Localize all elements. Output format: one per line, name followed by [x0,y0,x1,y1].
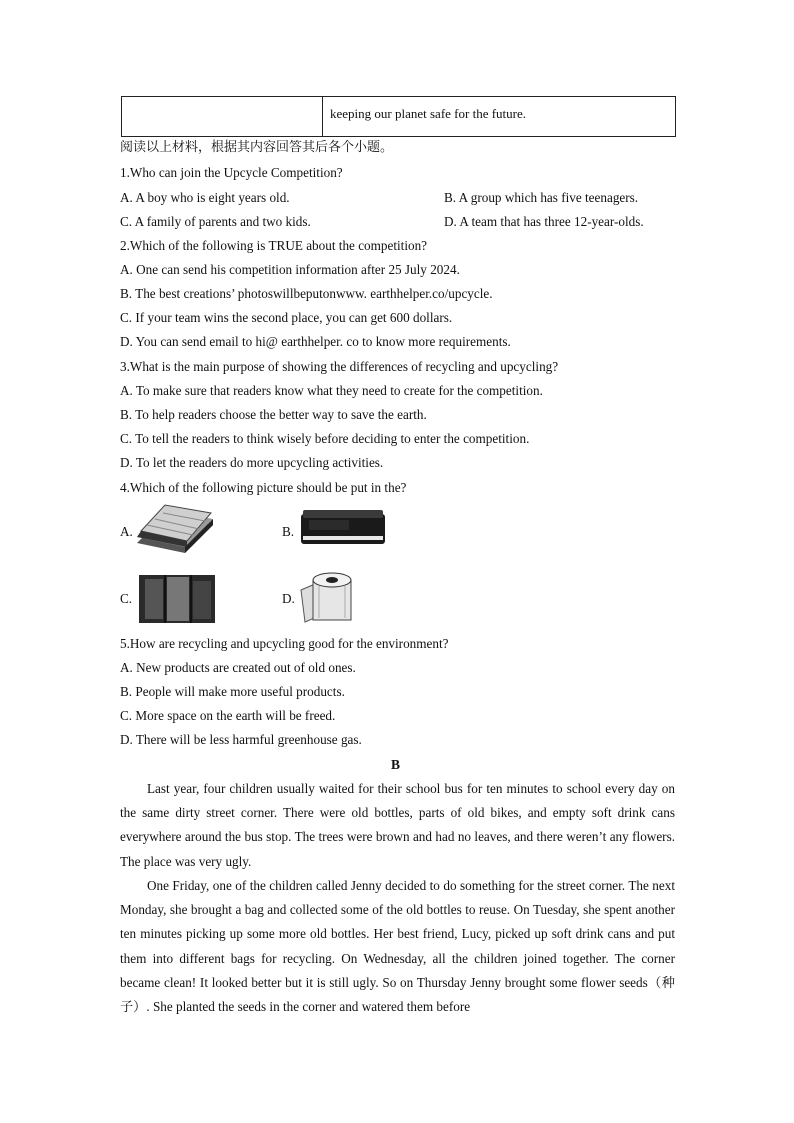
question-5-option-c: C. More space on the earth will be freed. [120,708,336,723]
question-2-option-c: C. If your team wins the second place, you can get 600 dollars. [120,310,453,325]
question-3-stem: 3.What is the main purpose of showing the differences of recycling and upcycling? [120,359,559,374]
stacked-books-picture [133,503,215,564]
question-2-stem: 2.Which of the following is TRUE about the competition? [120,238,428,253]
question-3-option-b: B. To help readers choose the better way to save the earth. [120,407,427,422]
question-5-option-b: B. People will make more useful products. [120,684,345,699]
toilet-paper-roll-picture [297,570,355,631]
question-5-stem: 5.How are recycling and upcycling good for the environment? [120,636,449,651]
question-3-option-c: C. To tell the readers to think wisely before deciding to enter the competition. [120,431,530,446]
question-2-option-d: D. You can send email to hi@ earthhelper. co to know more requirements. [120,334,511,349]
question-5-option-a: A. New products are created out of old ones. [120,660,356,675]
section-b-paragraph-1: Last year, four children usually waited for their school bus for ten minutes to school every day on the same dirty street corner. There were old bottles, parts of old bikes, and empty soft drink cans everywhere around the bus stop. The trees were brown and had no leaves, and there weren’t any flowers. The place was very ugly. [120,781,675,869]
section-b-heading: B [391,757,401,772]
question-4-stem: 4.Which of the following picture should be put in the? [120,480,407,495]
question-2-option-a: A. One can send his competition information after 25 July 2024. [120,262,460,277]
question-1-option-d: D. A team that has three 12-year-olds. [444,214,644,229]
table-cell-left [122,97,323,136]
instruction-text: 阅读以上材料，根据其内容回答其后各个小题。 [120,140,394,155]
question-4-option-a: A. [120,524,133,539]
closed-book-picture [297,506,389,555]
section-b-paragraph-2: One Friday, one of the children called Jenny decided to do something for the street corner. The next Monday, she brought a bag and collected some of the old bottles to reuse. On Tuesday, she spent another ten minutes picking up some more old bottles. Her best friend, Lucy, picked up soft drink cans and put them into different bags for recycling. On Wednesday, all the children joined together. The corner became clean! It looked better but it is still ugly. So on Thursday Jenny brought some flower seeds（种子）. She planted the seeds in the corner and watered them before [120,878,675,1015]
question-4-option-b: B. [282,524,295,539]
flattened-box-picture [135,573,219,630]
question-3-option-a: A. To make sure that readers know what they need to create for the competition. [120,383,543,398]
question-3-option-d: D. To let the readers do more upcycling activities. [120,455,384,470]
table-cell-right: keeping our planet safe for the future. [330,106,527,121]
question-4-option-c: C. [120,591,133,606]
question-1-option-a: A. A boy who is eight years old. [120,190,290,205]
info-table-row [121,96,676,137]
question-5-option-d: D. There will be less harmful greenhouse gas. [120,732,362,747]
question-1-option-c: C. A family of parents and two kids. [120,214,311,229]
question-1-option-b: B. A group which has five teenagers. [444,190,639,205]
question-1-stem: 1.Who can join the Upcycle Competition? [120,165,343,180]
question-4-option-d: D. [282,591,295,606]
question-2-option-b: B. The best creations’ photoswillbeputonwww. earthhelper.co/upcycle. [120,286,493,301]
